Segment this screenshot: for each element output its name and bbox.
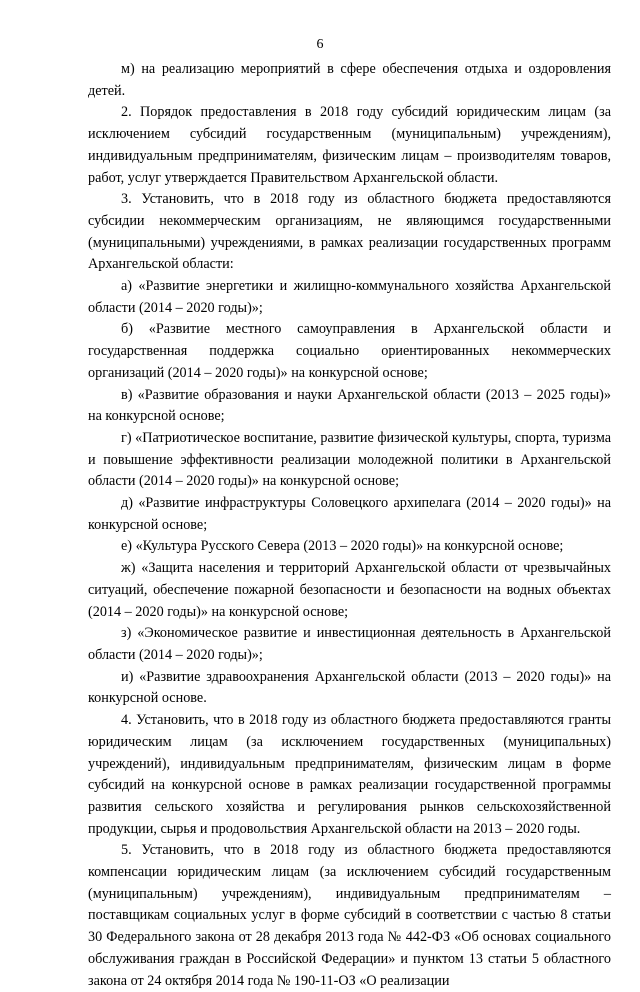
document-body bbox=[88, 59, 611, 992]
paragraph-item-d: д) «Развитие инфраструктуры Соловецкого архипелага (2014 – 2020 годы)» на конкурсной основе; bbox=[88, 495, 611, 533]
page-number: 6 bbox=[316, 37, 324, 52]
paragraph-item-m: м) на реализацию мероприятий в сфере обеспечения отдыха и оздоровления детей. bbox=[88, 61, 611, 99]
paragraph-item-zh: ж) «Защита населения и территорий Архангельской области от чрезвычайных ситуаций, обеспечение пожарной безопасности и безопасности на водных объектах (2014 – 2020 годы)» на конкурсной основе; bbox=[88, 560, 611, 620]
paragraph-5: 5. Установить, что в 2018 году из областного бюджета предоставляются компенсации юридическим лицам (за исключением субсидий государственным (муниципальным) учреждениям), индивидуальным предпринимателям – поставщикам социальных услуг в форме субсидий в соответствии с частью 8 статьи 30 Федерального закона от 28 декабря 2013 года № 442-ФЗ «Об основах социального обслуживания граждан в Российской Федерации» и пунктом 13 статьи 5 областного закона от 24 октября 2014 года № 190-11-ОЗ «О реализации bbox=[88, 842, 611, 989]
paragraph-2: 2. Порядок предоставления в 2018 году субсидий юридическим лицам (за исключением субсидий государственным (муниципальным) учреждениям), индивидуальным предпринимателям, физическим лицам – производителям товаров, работ, услуг утверждается Правительством Архангельской области. bbox=[88, 104, 611, 186]
paragraph-4: 4. Установить, что в 2018 году из областного бюджета предоставляются гранты юридическим лицам (за исключением государственных (муниципальных) учреждений), индивидуальным предпринимателям, физическим лицам в форме субсидий на конкурсной основе в рамках реализации государственной программы развития сельского хозяйства и регулирования рынков сельскохозяйственной продукции, сырья и продовольствия Архангельской области на 2013 – 2020 годы. bbox=[88, 712, 611, 837]
paragraph-3: 3. Установить, что в 2018 году из областного бюджета предоставляются субсидии некоммерческим организациям, не являющимся государственными (муниципальными) учреждениями, в рамках реализации государственных программ Архангельской области: bbox=[88, 191, 611, 273]
paragraph-item-v: в) «Развитие образования и науки Архангельской области (2013 – 2025 годы)» на конкурсной основе; bbox=[88, 386, 611, 425]
paragraph-item-z: з) «Экономическое развитие и инвестиционная деятельность в Архангельской области (2014 – 2020 годы)»; bbox=[88, 625, 611, 663]
paragraph-item-g: г) «Патриотическое воспитание, развитие физической культуры, спорта, туризма и повышение эффективности реализации молодежной политики в Архангельской области (2014 – 2020 годы)» на конкурсной основе; bbox=[88, 429, 611, 490]
paragraph-item-b: б) «Развитие местного самоуправления в Архангельской области и государственная поддержка социально ориентированных некоммерческих организаций (2014 – 2020 годы)» на конкурсной основе; bbox=[88, 321, 611, 381]
paragraph-item-i: и) «Развитие здравоохранения Архангельской области (2013 – 2020 годы)» на конкурсной основе. bbox=[88, 668, 611, 707]
paragraph-item-a: а) «Развитие энергетики и жилищно-коммунального хозяйства Архангельской области (2014 – 2020 годы)»; bbox=[88, 278, 611, 316]
paragraph-item-e: е) «Культура Русского Севера (2013 – 2020 годы)» на конкурсной основе; bbox=[121, 538, 564, 555]
